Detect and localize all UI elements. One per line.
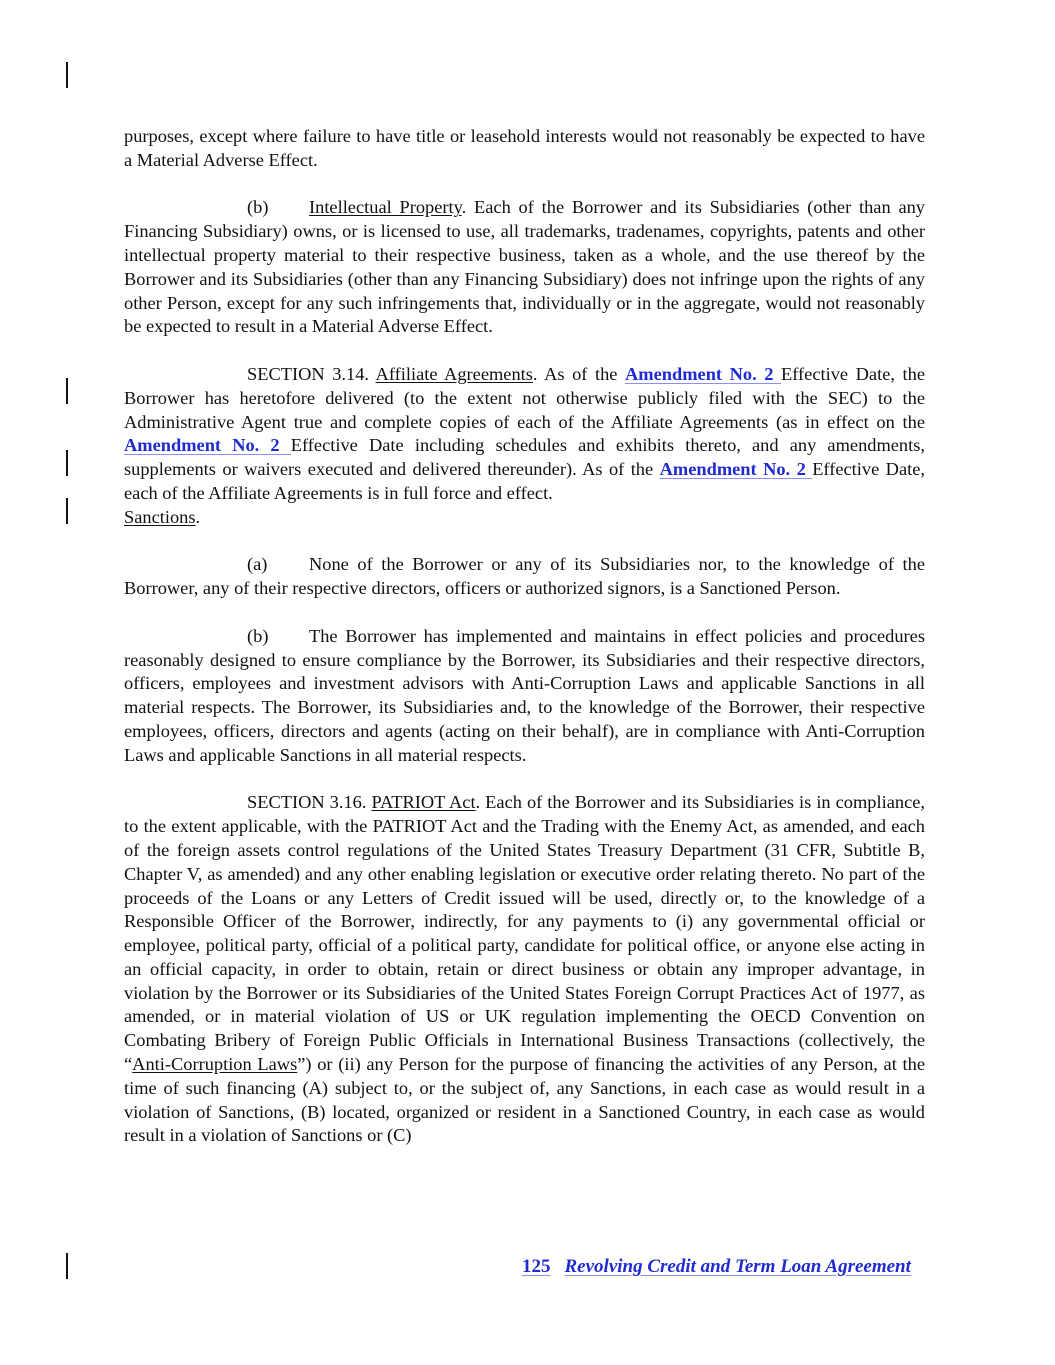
page-number-link[interactable]: 125 bbox=[522, 1256, 551, 1277]
change-bar bbox=[66, 62, 68, 88]
section-heading: Affiliate Agreements bbox=[375, 363, 533, 384]
paragraph-sanctions-a: (a) None of the Borrower or any of its Subsidiaries nor, to the knowledge of the Borrower, any of their respective directors, officers or authorized signors, is a Sanctioned Person. bbox=[124, 554, 925, 599]
section-number: SECTION 3.16. bbox=[247, 792, 372, 813]
change-bar bbox=[66, 450, 68, 476]
sanctions-heading: Sanctions bbox=[124, 506, 196, 527]
document-page bbox=[124, 125, 925, 1148]
paragraph-intellectual-property: (b) Intellectual Property. Each of the Borrower and its Subsidiaries (other than any Financing Subsidiary) owns, or is licensed to use, all trademarks, tradenames, copyrights, patents and other intellectual property material to their respective business, taken as a whole, and the use thereof by the Borrower and its Subsidiaries (other than any Financing Subsidiary) does not infringe upon the rights of any other Person, except for any such infringements that, individually or in the aggregate, would not reasonably be expected to result in a Material Adverse Effect. bbox=[124, 197, 925, 337]
clause-heading: Intellectual Property bbox=[309, 197, 462, 218]
sanctions-heading-line: Sanctions. bbox=[124, 506, 201, 527]
amendment-link[interactable]: Amendment No. 2 bbox=[124, 435, 291, 456]
clause-label: (b) bbox=[247, 197, 269, 218]
change-bar bbox=[66, 378, 68, 404]
change-bar bbox=[66, 498, 68, 524]
document-title-link[interactable]: Revolving Credit and Term Loan Agreement bbox=[564, 1256, 911, 1277]
defined-term: Anti-Corruption Laws bbox=[132, 1054, 298, 1075]
section-3-16: SECTION 3.16. PATRIOT Act. Each of the Borrower and its Subsidiaries is in compliance, to the extent applicable, with the PATRIOT Act and the Trading with the Enemy Act, as amended, and each of the foreign assets control regulations of the United States Treasury Department (31 CFR, Subtitle B, Chapter V, as amended) and any other enabling legislation or executive order relating thereto. No part of the proceeds of the Loans or any Letters of Credit issued will be used, directly or, to the knowledge of a Responsible Officer of the Borrower, indirectly, for any payments to (i) any governmental official or employee, political party, official of a political party, candidate for political office, or anyone else acting in an official capacity, in order to obtain, retain or direct business or obtain any improper advantage, in violation by the Borrower or its Subsidiaries of the United States Foreign Corrupt Practices Act of 1977, as amended, or in material violation of US or UK regulation implementing the OECD Convention on Combating Bribery of Foreign Public Officials in International Business Transactions (collectively, the “Anti-Corruption Laws”) or (ii) any Person for the purpose of financing the activities of any Person, at the time of such financing (A) subject to, or the subject of, any Sanctions, in each case as would result in a violation of Sanctions, (B) located, organized or resident in a Sanctioned Country, in each case as would result in a violation of Sanctions or (C) bbox=[124, 792, 925, 1146]
clause-label: (a) bbox=[247, 554, 268, 575]
paragraph-continuation: purposes, except where failure to have title or leasehold interests would not reasonably be expected to have a Material Adverse Effect. bbox=[124, 126, 925, 170]
change-bar bbox=[66, 1253, 68, 1279]
page-footer bbox=[522, 1256, 911, 1278]
amendment-link[interactable]: Amendment No. 2 bbox=[659, 459, 813, 480]
clause-label: (b) bbox=[247, 625, 269, 646]
section-number: SECTION 3.14. bbox=[247, 363, 376, 384]
paragraph-sanctions-b: (b) The Borrower has implemented and maintains in effect policies and procedures reasonably designed to ensure compliance by the Borrower, its Subsidiaries and their respective directors, officers, employees and investment advisors with Anti-Corruption Laws and applicable Sanctions in all material respects. The Borrower, its Subsidiaries and, to the knowledge of the Borrower, their respective employees, officers, directors and agents (acting on their behalf), are in compliance with Anti-Corruption Laws and applicable Sanctions in all material respects. bbox=[124, 625, 925, 765]
section-3-14: SECTION 3.14. Affiliate Agreements. As of the Amendment No. 2 Effective Date, the Borrower has heretofore delivered (to the extent not otherwise publicly filed with the SEC) to the Administrative Agent true and complete copies of each of the Affiliate Agreements (as in effect on the Amendment No. 2 Effective Date including schedules and exhibits thereto, and any amendments, supplements or waivers executed and delivered thereunder). As of the Amendment No. 2 Effective Date, each of the Affiliate Agreements is in full force and effect. bbox=[124, 363, 925, 503]
section-heading: PATRIOT Act bbox=[371, 792, 476, 813]
amendment-link[interactable]: Amendment No. 2 bbox=[625, 363, 782, 384]
